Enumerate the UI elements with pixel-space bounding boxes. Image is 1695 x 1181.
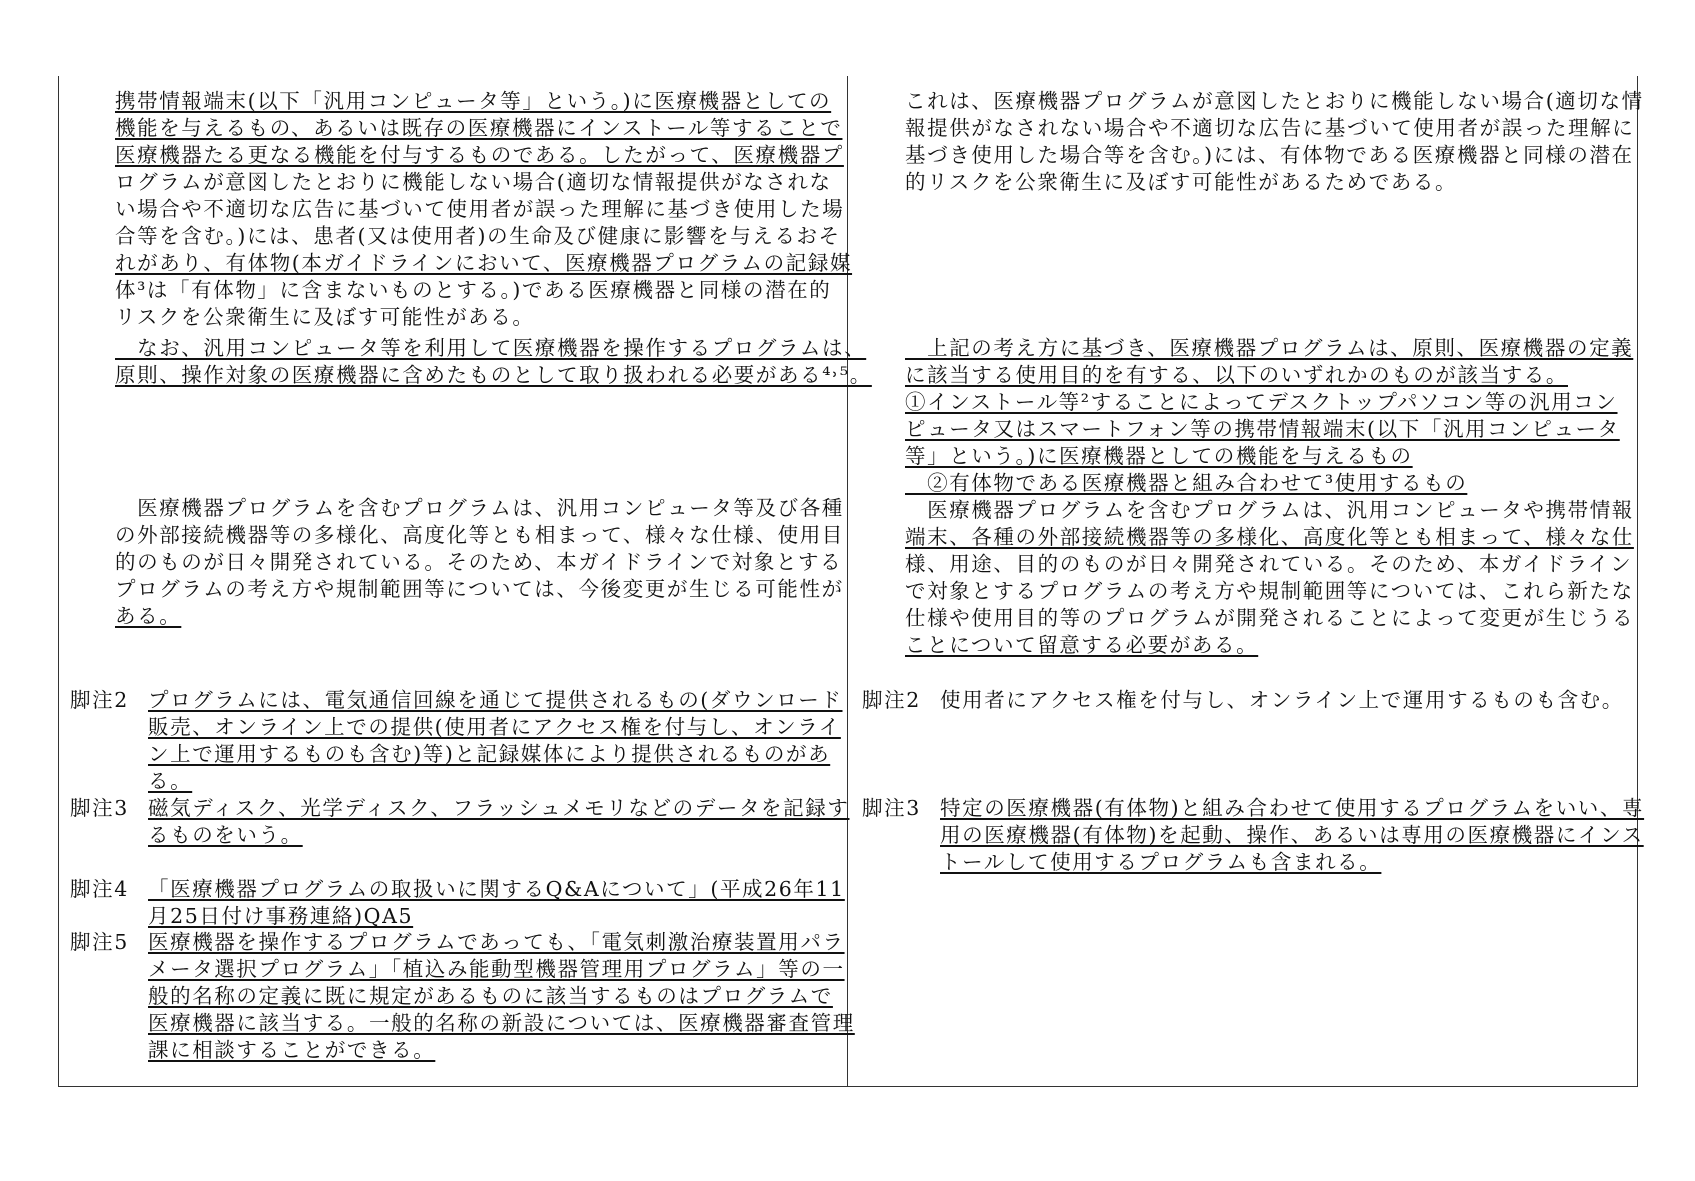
right-para2 bbox=[905, 335, 1634, 659]
right-para1 bbox=[905, 88, 1644, 196]
text-line: 医療機器に該当する。一般的名称の新設については、医療機器審査管理 bbox=[148, 1011, 855, 1035]
text-line: ある。 bbox=[115, 604, 182, 628]
text-line: るものをいう。 bbox=[148, 823, 303, 847]
text-line: 「医療機器プログラムの取扱いに関するQ&Aについて」(平成26年11 bbox=[148, 877, 845, 901]
text-line: 機能を与えるもの、あるいは既存の医療機器にインストール等することで bbox=[115, 116, 843, 140]
footnote-label: 脚注4 bbox=[70, 877, 129, 901]
text-line: 磁気ディスク、光学ディスク、フラッシュメモリなどのデータを記録す bbox=[148, 796, 850, 820]
text-line: 基づき使用した場合等を含む。)には、有体物である医療機器と同様の潜在 bbox=[905, 143, 1634, 167]
text-line: ン上で運用するものも含む)等)と記録媒体により提供されるものがあ bbox=[148, 742, 831, 766]
footnote-label: 脚注2 bbox=[70, 688, 129, 712]
text-line: 的のものが日々開発されている。そのため、本ガイドラインで対象とする bbox=[115, 550, 843, 574]
footnote-label: 脚注5 bbox=[70, 930, 129, 954]
text-line: 体³は「有体物」に含まないものとする。)である医療機器と同様の潜在的 bbox=[115, 278, 832, 302]
text-line: 般的名称の定義に既に規定があるものに該当するものはプログラムで bbox=[148, 984, 833, 1008]
text-line: に該当する使用目的を有する、以下のいずれかのものが該当する。 bbox=[905, 363, 1568, 387]
text-line: ①インストール等²することによってデスクトップパソコン等の汎用コン bbox=[905, 390, 1618, 414]
text-line: 原則、操作対象の医療機器に含めたものとして取り扱われる必要がある⁴˒⁵。 bbox=[115, 363, 872, 387]
text-line: 携帯情報端末(以下「汎用コンピュータ等」という。)に医療機器としての bbox=[115, 89, 832, 113]
text-line: トールして使用するプログラムも含まれる。 bbox=[940, 850, 1382, 874]
text-line: い場合や不適切な広告に基づいて使用者が誤った理解に基づき使用した場 bbox=[115, 197, 845, 221]
text-line: 医療機器たる更なる機能を付与するものである。したがって、医療機器プ bbox=[115, 143, 844, 167]
text-line: ②有体物である医療機器と組み合わせて³使用するもの bbox=[905, 471, 1468, 495]
text-line: これは、医療機器プログラムが意図したとおりに機能しない場合(適切な情 bbox=[905, 89, 1644, 113]
text-line: ピュータ又はスマートフォン等の携帯情報端末(以下「汎用コンピュータ bbox=[905, 417, 1620, 441]
left-para1 bbox=[115, 88, 852, 331]
text-line: 仕様や使用目的等のプログラムが開発されることによって変更が生じうる bbox=[905, 606, 1635, 630]
footnote-label: 脚注2 bbox=[862, 688, 921, 712]
text-line: 報提供がなされない場合や不適切な広告に基づいて使用者が誤った理解に bbox=[905, 116, 1635, 140]
text-line: る。 bbox=[148, 769, 193, 793]
text-line: 特定の医療機器(有体物)と組み合わせて使用するプログラムをいい、専 bbox=[940, 796, 1645, 820]
text-line: プログラムの考え方や規制範囲等については、今後変更が生じる可能性が bbox=[115, 577, 844, 601]
text-line: 合等を含む。)には、患者(又は使用者)の生命及び健康に影響を与えるおそ bbox=[115, 224, 841, 248]
text-line: 的リスクを公衆衛生に及ぼす可能性があるためである。 bbox=[905, 170, 1458, 194]
left-para3 bbox=[115, 495, 844, 630]
text-line: れがあり、有体物(本ガイドラインにおいて、医療機器プログラムの記録媒 bbox=[115, 251, 853, 275]
left-para2 bbox=[115, 335, 872, 389]
text-line: 端末、各種の外部接続機器等の多様化、高度化等とも相まって、様々な仕 bbox=[905, 525, 1634, 549]
text-line: 等」という。)に医療機器としての機能を与えるもの bbox=[905, 444, 1413, 468]
text-line: 医療機器を操作するプログラムであっても、「電気刺激治療装置用パラ bbox=[148, 930, 845, 954]
text-line: で対象とするプログラムの考え方や規制範囲等については、これら新たな bbox=[905, 579, 1634, 603]
text-line: なお、汎用コンピュータ等を利用して医療機器を操作するプログラムは、 bbox=[115, 336, 867, 360]
text-line: 医療機器プログラムを含むプログラムは、汎用コンピュータや携帯情報 bbox=[905, 498, 1634, 522]
text-line: 様、用途、目的のものが日々開発されている。そのため、本ガイドライン bbox=[905, 552, 1633, 576]
text-line: リスクを公衆衛生に及ぼす可能性がある。 bbox=[115, 305, 535, 329]
text-line: 課に相談することができる。 bbox=[148, 1038, 436, 1062]
text-line: メータ選択プログラム」「植込み能動型機器管理用プログラム」等の一 bbox=[148, 957, 845, 981]
text-line: 使用者にアクセス権を付与し、オンライン上で運用するものも含む。 bbox=[940, 688, 1624, 712]
text-line: 販売、オンライン上での提供(使用者にアクセス権を付与し、オンライ bbox=[148, 715, 841, 739]
text-line: 月25日付け事務連絡)QA5 bbox=[148, 904, 414, 928]
text-line: 上記の考え方に基づき、医療機器プログラムは、原則、医療機器の定義 bbox=[905, 336, 1634, 360]
text-line: 医療機器プログラムを含むプログラムは、汎用コンピュータ等及び各種 bbox=[115, 496, 844, 520]
text-line: 用の医療機器(有体物)を起動、操作、あるいは専用の医療機器にインス bbox=[940, 823, 1644, 847]
text-line: ことについて留意する必要がある。 bbox=[905, 633, 1259, 657]
text-line: プログラムには、電気通信回線を通じて提供されるもの(ダウンロード bbox=[148, 688, 843, 712]
text-line: の外部接続機器等の多様化、高度化等とも相まって、様々な仕様、使用目 bbox=[115, 523, 844, 547]
footnote-label: 脚注3 bbox=[862, 796, 921, 820]
text-line: ログラムが意図したとおりに機能しない場合(適切な情報提供がなされな bbox=[115, 170, 832, 194]
footnote-label: 脚注3 bbox=[70, 796, 129, 820]
